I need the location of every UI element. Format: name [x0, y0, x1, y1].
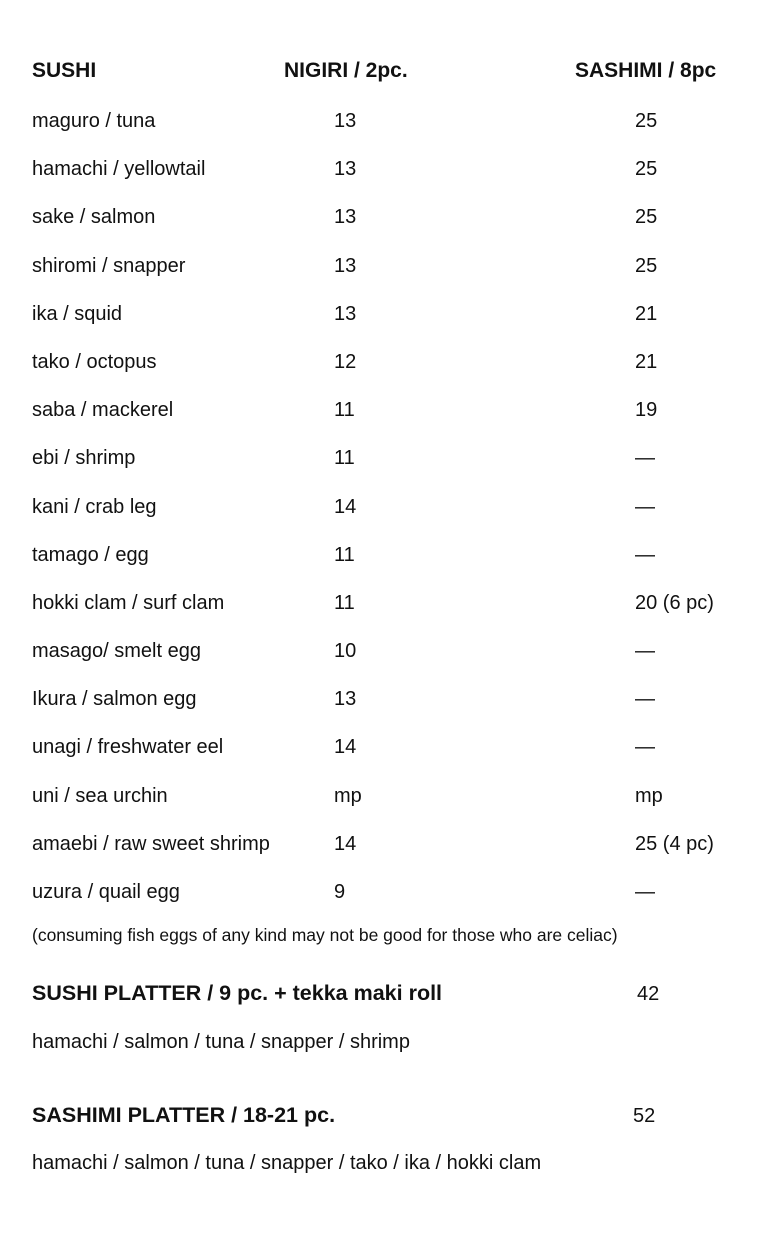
sashimi-price: — [635, 495, 655, 518]
item-name: tako / octopus [32, 350, 157, 373]
nigiri-price: 11 [334, 543, 355, 566]
menu-item-row [0, 879, 766, 927]
menu-item-row [0, 590, 766, 638]
nigiri-price: 11 [334, 591, 355, 614]
menu-item-row [0, 253, 766, 301]
menu-item-row [0, 108, 766, 156]
menu-item-row [0, 686, 766, 734]
item-name: hamachi / yellowtail [32, 158, 206, 181]
nigiri-price: 13 [334, 158, 357, 181]
item-name: unagi / freshwater eel [32, 736, 224, 759]
sashimi-price: — [635, 543, 655, 566]
nigiri-price: 14 [334, 832, 357, 855]
item-name: masago/ smelt egg [32, 640, 201, 663]
menu-item-row [0, 783, 766, 831]
sushi-platter-title: SUSHI PLATTER / 9 pc. + tekka maki roll [32, 981, 443, 1005]
nigiri-price: 14 [334, 495, 357, 518]
nigiri-price: 11 [334, 447, 355, 470]
menu-item-list [0, 108, 766, 927]
item-name: Ikura / salmon egg [32, 688, 197, 711]
nigiri-price: 10 [334, 640, 357, 663]
sashimi-price: 21 [635, 350, 658, 373]
nigiri-price: mp [334, 784, 362, 807]
nigiri-price: 12 [334, 350, 357, 373]
menu-item-row [0, 349, 766, 397]
item-name: uzura / quail egg [32, 881, 180, 903]
item-name: uni / sea urchin [32, 784, 168, 807]
menu-item-row [0, 445, 766, 493]
item-name: maguro / tuna [32, 110, 156, 132]
item-name: tamago / egg [32, 543, 149, 566]
celiac-note: (consuming fish eggs of any kind may not be good for those who are celiac) [32, 925, 618, 945]
nigiri-price: 13 [334, 110, 357, 132]
menu-item-row [0, 638, 766, 686]
sashimi-price: mp [635, 784, 663, 807]
item-name: amaebi / raw sweet shrimp [32, 832, 270, 855]
sushi-platter-description: hamachi / salmon / tuna / snapper / shrimp [32, 1031, 410, 1053]
item-name: sake / salmon [32, 206, 156, 229]
sashimi-price: 25 [635, 110, 658, 132]
menu-item-row [0, 156, 766, 204]
nigiri-price: 14 [334, 736, 357, 759]
menu-item-row [0, 397, 766, 445]
item-name: saba / mackerel [32, 399, 174, 422]
section-title: SUSHI [32, 59, 97, 82]
nigiri-price: 13 [334, 302, 357, 325]
sushi-platter-price: 42 [637, 983, 660, 1005]
nigiri-column-header: NIGIRI / 2pc. [284, 59, 408, 82]
menu-header [0, 59, 766, 87]
sashimi-price: 25 (4 pc) [635, 832, 714, 855]
menu-item-row [0, 542, 766, 590]
sashimi-price: — [635, 640, 655, 663]
item-name: hokki clam / surf clam [32, 591, 225, 614]
sashimi-platter-title: SASHIMI PLATTER / 18-21 pc. [32, 1103, 336, 1127]
item-name: ebi / shrimp [32, 447, 136, 470]
sashimi-price: — [635, 688, 655, 711]
menu-item-row [0, 301, 766, 349]
sashimi-price: 25 [635, 158, 658, 181]
sashimi-price: — [635, 447, 655, 470]
nigiri-price: 13 [334, 688, 357, 711]
sashimi-price: — [635, 736, 655, 759]
sashimi-column-header: SASHIMI / 8pc [575, 59, 717, 82]
sashimi-price: 21 [635, 302, 658, 325]
menu-item-row [0, 204, 766, 252]
menu-item-row [0, 494, 766, 542]
sashimi-platter-price: 52 [633, 1105, 656, 1127]
menu-item-row [0, 831, 766, 879]
menu-item-row [0, 734, 766, 782]
sashimi-price: 25 [635, 206, 658, 229]
sashimi-price: 19 [635, 399, 658, 422]
sashimi-price: — [635, 881, 655, 903]
sashimi-platter-description: hamachi / salmon / tuna / snapper / tako / ika / hokki clam [32, 1152, 542, 1174]
item-name: kani / crab leg [32, 495, 157, 518]
item-name: ika / squid [32, 302, 123, 325]
sashimi-price: 25 [635, 254, 658, 277]
nigiri-price: 13 [334, 254, 357, 277]
nigiri-price: 13 [334, 206, 357, 229]
item-name: shiromi / snapper [32, 254, 186, 277]
nigiri-price: 11 [334, 399, 355, 422]
sashimi-price: 20 (6 pc) [635, 591, 714, 614]
nigiri-price: 9 [334, 881, 346, 903]
